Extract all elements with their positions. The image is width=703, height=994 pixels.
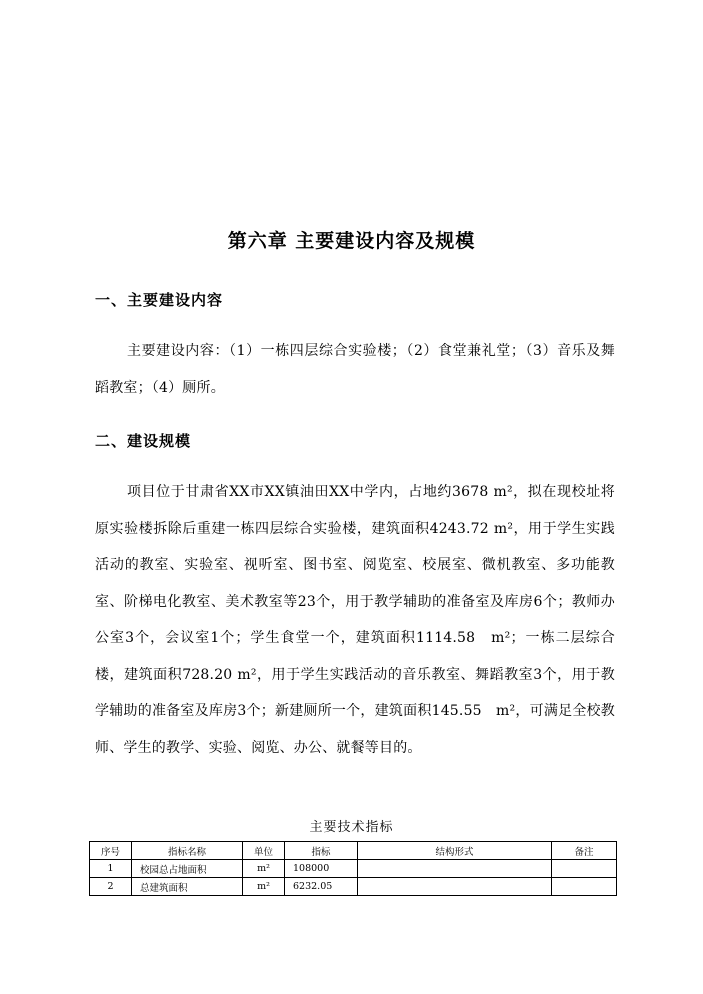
technical-indicators-table: [89, 841, 617, 896]
table-row: [90, 860, 617, 878]
construction-scale-paragraph: 项目位于甘肃省XX市XX镇油田XX中学内，占地约3678 m²，拟在现校址将原实验楼拆除后重建一栋四层综合实验楼，建筑面积4243.72 m²，用于学生实践活动的教室、实验室、视听室、图书室、阅览室、校展室、微机教室、多功能教室、阶梯电化教室、美术教室等23个，用于教学辅助的准备室及库房6个；教师办公室3个，会议室1个；学生食堂一个，建筑面积1114.58 m²；一栋二层综合楼，建筑面积728.20 m²，用于学生实践活动的音乐教室、舞蹈教室3个，用于教学辅助的准备室及库房3个；新建厕所一个，建筑面积145.55 m²，可满足全校教师、学生的教学、实验、阅览、办公、就餐等目的。: [95, 484, 615, 756]
table-cell: 108000: [285, 860, 358, 878]
table-cell: m²: [243, 878, 285, 896]
header-cell: 单位: [243, 842, 285, 860]
header-cell: 备注: [552, 842, 617, 860]
section-heading-construction-scale: 二、建设规模: [95, 432, 192, 450]
table-cell: 1: [90, 860, 132, 878]
header-cell: 指标: [285, 842, 358, 860]
table-cell: [358, 860, 552, 878]
header-cell: 序号: [90, 842, 132, 860]
table-cell: [552, 878, 617, 896]
table-cell: m²: [243, 860, 285, 878]
construction-content-paragraph: 主要建设内容：（1）一栋四层综合实验楼；（2）食堂兼礼堂；（3）音乐及舞蹈教室；（4）厕所。: [95, 343, 615, 396]
section-heading-construction-content: 一、主要建设内容: [95, 291, 224, 309]
header-cell: 指标名称: [132, 842, 243, 860]
table-caption: 主要技术指标: [309, 820, 394, 835]
table-cell: 校园总占地面积: [132, 860, 243, 878]
table-cell: [552, 860, 617, 878]
table-cell: 2: [90, 878, 132, 896]
table-cell: 6232.05: [285, 878, 358, 896]
table-header-row: [90, 842, 617, 860]
chapter-title: 第六章 主要建设内容及规模: [227, 230, 476, 252]
table-cell: [358, 878, 552, 896]
header-cell: 结构形式: [358, 842, 552, 860]
table-cell: 总建筑面积: [132, 878, 243, 896]
table-row: [90, 878, 617, 896]
